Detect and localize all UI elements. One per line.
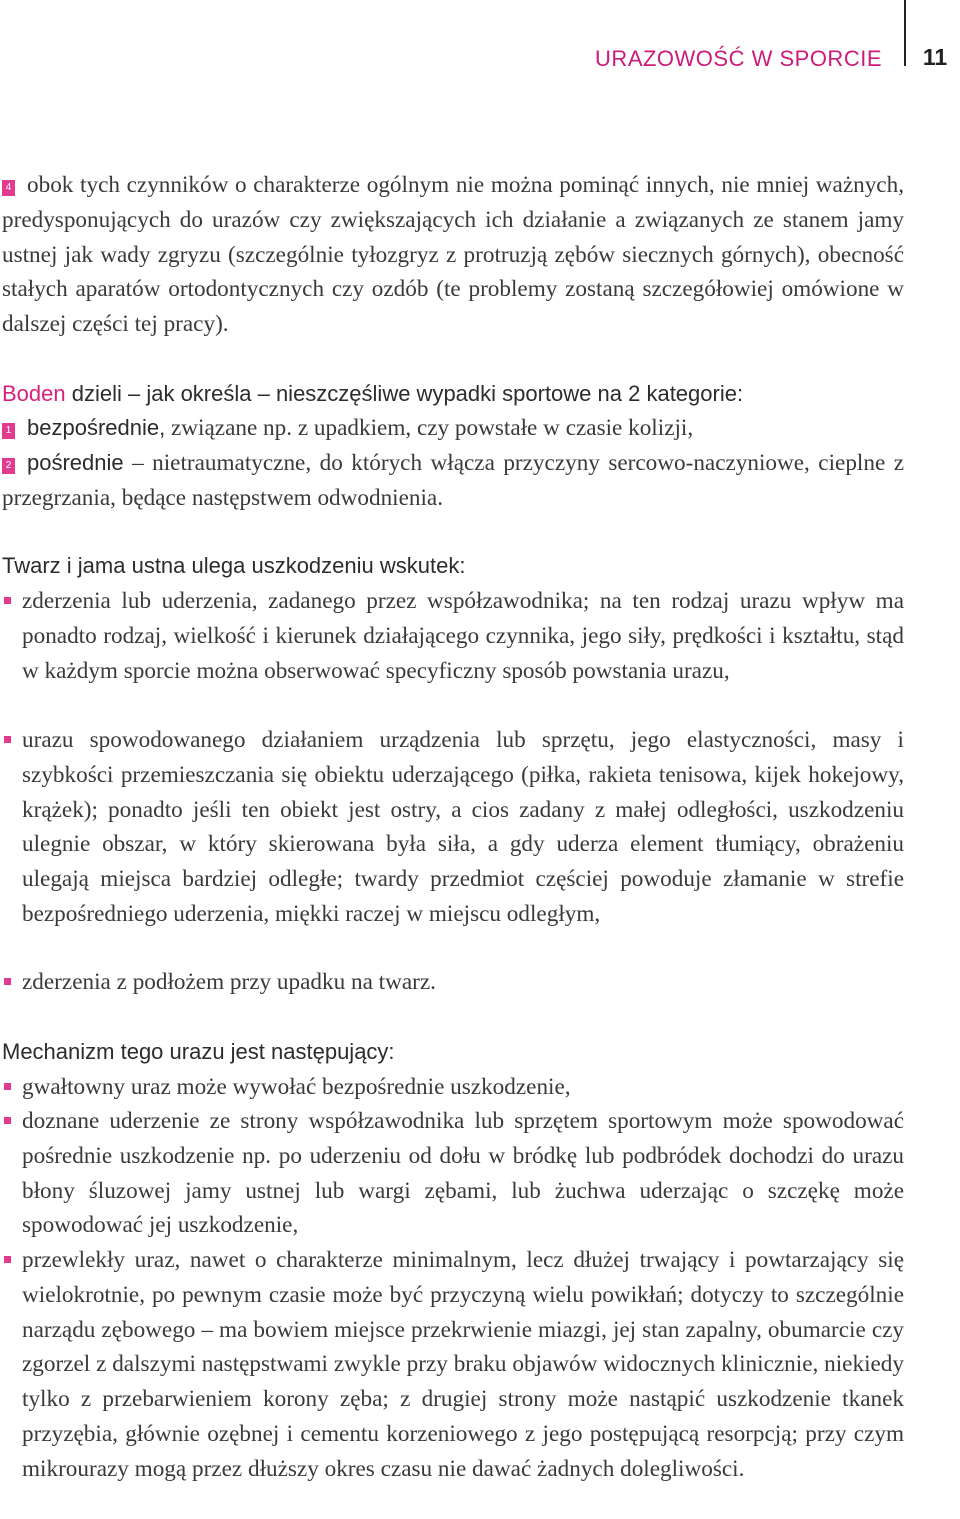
boden-heading-rest: dzieli – jak określa – nieszczęśliwe wypadki sportowe na 2 kategorie: <box>65 381 744 406</box>
item-text: – nietraumatyczne, do których włącza przyczyny sercowo-naczyniowe, cieplne z przegrzania, będące następstwem odwodnienia. <box>2 450 904 511</box>
intro-paragraph <box>2 168 904 342</box>
bullet-text: zderzenia z podłożem przy upadku na twarz. <box>22 969 436 995</box>
bullet-text: gwałtowny uraz może wywołać bezpośrednie uszkodzenie, <box>22 1074 571 1100</box>
bullet-square-icon <box>4 736 11 743</box>
bullet-square-icon <box>4 978 11 985</box>
bullet-square-icon <box>4 597 11 604</box>
bullet-text: urazu spowodowanego działaniem urządzenia lub sprzętu, jego elastyczności, masy i szybkości przemieszczania się obiektu uderzającego (piłka, rakieta tenisowa, kijek hokejowy, krążek); ponadto jeśli ten obiekt jest ostry, a cios zadany z małej odległości, uszkodzeniu ulegnie obszar, w który skierowana była siła, a gdy uderza element tłumiący, obrażeniu ulegają miejsca bardziej odległe; twardy przedmiot częściej powoduje złamanie w strefie bezpośredniego uderzenia, miękki raczej w miejscu odległym, <box>22 727 904 927</box>
boden-name: Boden <box>2 381 66 406</box>
item-term: bezpośrednie, <box>27 415 166 440</box>
item-term: pośrednie <box>27 450 124 475</box>
bullet-text: przewlekły uraz, nawet o charakterze minimalnym, lecz dłużej trwający i powtarzający się wielokrotnie, po pewnym czasie może być przyczyną wielu powikłań; dotyczy to szczególnie narządu zębowego – ma bowiem miejsce przekrwienie miazgi, jej stan zapalny, obumarcie czy zgorzel z dalszymi następstwami zwykle przy braku objawów widocznych klinicznie, niekiedy tylko z przebarwieniem korony zęba; z drugiej strony może nastąpić uszkodzenie tkanek przyzębia, głównie ozębnej i cementu korzeniowego z jego postępującą resorpcją; przy czym mikrourazy mogą przez dłuższy okres czasu nie dawać żadnych dolegliwości. <box>22 1247 904 1482</box>
bullet-square-icon <box>4 1083 11 1090</box>
face-bullet-3 <box>2 965 904 1000</box>
bullet-square-icon <box>4 1117 11 1124</box>
mechanism-bullet-2 <box>2 1104 904 1243</box>
item-number-badge: 2 <box>2 458 15 474</box>
mechanism-bullet-3 <box>2 1243 904 1487</box>
face-bullet-1 <box>2 584 904 688</box>
bullet-text: zderzenia lub uderzenia, zadanego przez współzawodnika; na ten rodzaj urazu wpływ ma ponadto rodzaj, wielkość i kierunek działającego czynnika, jego siły, prędkości i kształtu, stąd w każdym sporcie można obserwować specyficzny sposób powstania urazu, <box>22 588 904 684</box>
item-number-badge: 1 <box>2 423 15 439</box>
running-title: URAZOWOŚĆ W SPORCIE <box>595 46 882 71</box>
bullet-square-icon <box>4 1256 11 1263</box>
boden-heading <box>2 379 743 409</box>
boden-item-2 <box>2 446 904 516</box>
face-section-heading: Twarz i jama ustna ulega uszkodzeniu wskutek: <box>2 553 466 578</box>
bullet-text: doznane uderzenie ze strony współzawodnika lub sprzętem sportowym może spowodować pośrednie uszkodzenie np. po uderzeniu od dołu w bródkę lub podbródek dochodzi do urazu błony śluzowej jamy ustnej lub wargi zębami, lub żuchwa uderzając o szczękę może spowodować jej uszkodzenie, <box>22 1108 904 1239</box>
intro-text: obok tych czynników o charakterze ogólnym nie można pominąć innych, nie mniej ważnych, predysponujących do urazów czy zwiększających ich działanie a związanych ze stanem jamy ustnej jak wady zgryzu (szczególnie tyłozgryz z protruzją zębów siecznych górnych), obecność stałych aparatów ortodontycznych czy ozdób (te problemy zostaną szczegółowiej omówione w dalszej części tej pracy). <box>2 172 904 338</box>
paragraph-number-badge: 4 <box>2 180 15 196</box>
mechanism-bullet-1 <box>2 1070 904 1105</box>
face-bullet-2 <box>2 723 904 932</box>
header-divider <box>904 0 906 66</box>
item-text: związane np. z upadkiem, czy powstałe w czasie kolizji, <box>165 415 694 441</box>
mechanism-section-heading: Mechanizm tego urazu jest następujący: <box>2 1039 395 1064</box>
page-number: 11 <box>922 44 948 70</box>
boden-item-1 <box>2 411 904 446</box>
